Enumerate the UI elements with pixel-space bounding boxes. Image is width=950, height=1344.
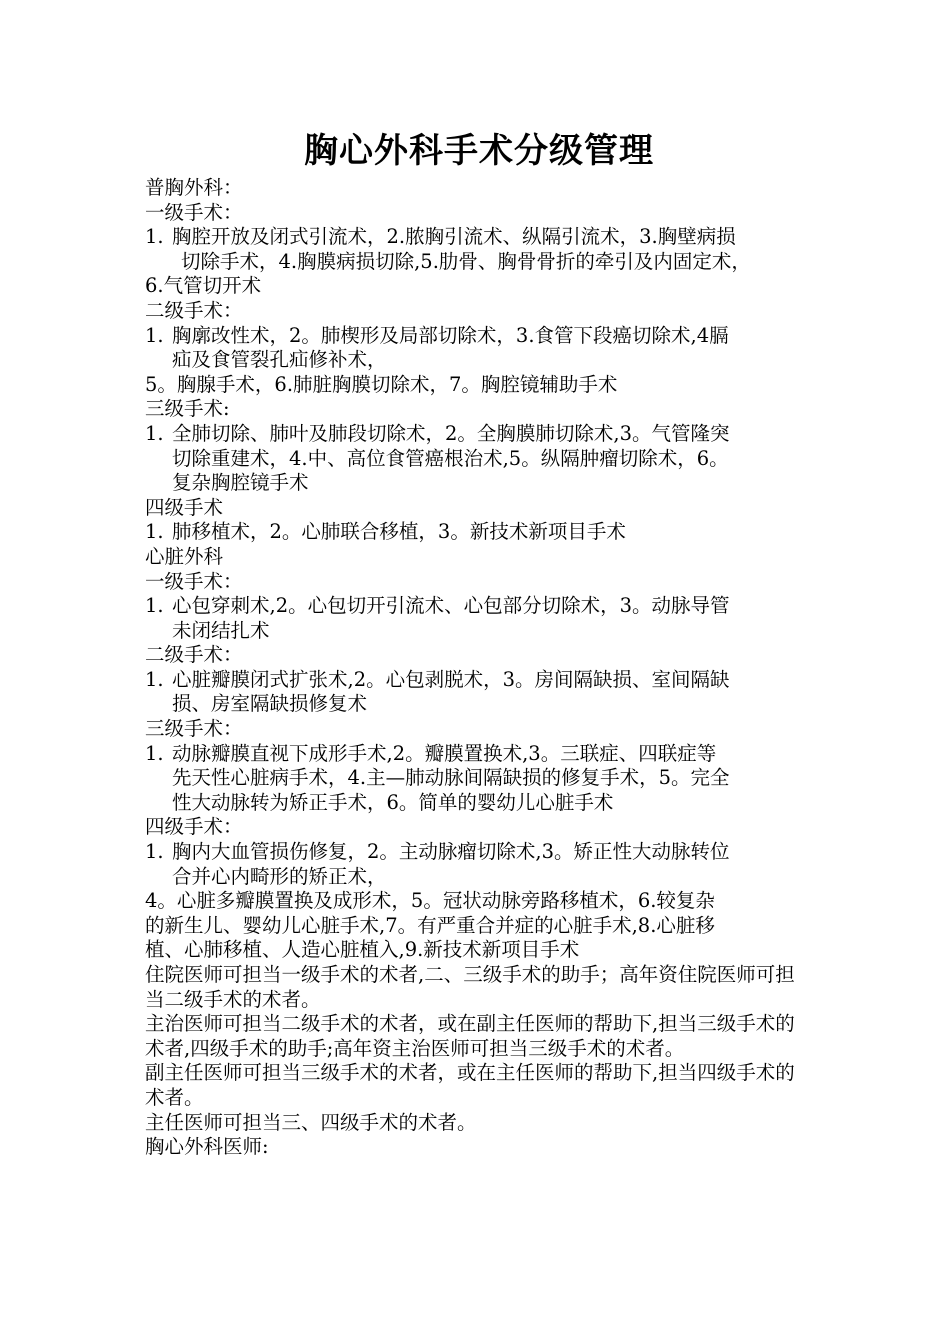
list-number: 1.: [145, 840, 164, 864]
level-heading-general-4: 四级手术: [145, 495, 224, 519]
list-text: 动脉瓣膜直视下成形手术,2。瓣膜置换术,3。三联症、四联症等: [172, 741, 717, 765]
rule-paragraph: 住院医师可担当一级手术的术者,二、三级手术的助手；高年资住院医师可担当二级手术的术者。: [145, 963, 795, 1011]
list-text-continued: 6.气管切开术: [145, 274, 262, 298]
document-body: [145, 176, 813, 1160]
list-text-continued: 5。胸腺手术，6.肺脏胸膜切除术，7。胸腔镜辅助手术: [145, 372, 618, 396]
signature-label: 胸心外科医师:: [145, 1135, 269, 1159]
list-item: [145, 840, 813, 865]
list-item: [145, 422, 813, 447]
list-text-continued: 复杂胸腔镜手术: [172, 471, 309, 495]
rule-paragraph: 主治医师可担当二级手术的术者，或在副主任医师的帮助下,担当三级手术的术者,四级手术的助手;高年资主治医师可担当三级手术的术者。: [145, 1012, 795, 1060]
list-text-continued: 先天性心脏病手术，4.主—肺动脉间隔缺损的修复手术，5。完全: [172, 766, 730, 790]
list-text-continued: 的新生儿、婴幼儿心脏手术,7。有严重合并症的心脏手术,8.心脏移: [145, 913, 715, 937]
list-item: [145, 324, 813, 349]
list-text-continued: 植、心肺移植、人造心脏植入,9.新技术新项目手术: [145, 938, 580, 962]
rule-paragraph: 主任医师可担当三、四级手术的术者。: [145, 1110, 477, 1134]
list-text-continued: 性大动脉转为矫正手术，6。简单的婴幼儿心脏手术: [172, 790, 614, 814]
list-number: 1.: [145, 667, 164, 691]
list-number: 1.: [145, 421, 164, 445]
list-number: 1.: [145, 594, 164, 618]
list-text-continued: 4。心脏多瓣膜置换及成形术，5。冠状动脉旁路移植术，6.较复杂: [145, 889, 715, 913]
level-heading-cardiac-2: 二级手术：: [145, 643, 243, 667]
list-item: [145, 594, 813, 619]
list-text-continued: 切除手术，4.胸膜病损切除,5.肋骨、胸骨骨折的牵引及内固定术，: [181, 249, 751, 273]
list-text-continued: 切除重建术，4.中、高位食管癌根治术,5。纵隔肿瘤切除术，6。: [172, 446, 729, 470]
list-number: 1.: [145, 520, 164, 544]
section-heading-general-thoracic: 普胸外科：: [145, 176, 243, 199]
level-heading-cardiac-3: 三级手术：: [145, 717, 243, 741]
level-heading-cardiac-4: 四级手术：: [145, 815, 243, 839]
list-number: 1.: [145, 225, 164, 249]
list-text: 胸腔开放及闭式引流术，2.脓胸引流术、纵隔引流术，3.胸壁病损: [172, 225, 736, 249]
level-heading-general-1: 一级手术：: [145, 200, 243, 224]
list-text: 全肺切除、肺叶及肺段切除术，2。全胸膜肺切除术,3。气管隆突: [172, 421, 730, 445]
list-text: 胸廓改性术，2。肺楔形及局部切除术，3.食管下段癌切除术,4膈: [172, 323, 729, 347]
list-text: 肺移植术，2。心肺联合移植，3。新技术新项目手术: [172, 520, 626, 544]
list-text-continued: 合并心内畸形的矫正术，: [172, 864, 387, 888]
list-text-continued: 损、房室隔缺损修复术: [172, 692, 368, 716]
list-item: [145, 520, 813, 545]
list-number: 1.: [145, 741, 164, 765]
level-heading-general-2: 二级手术：: [145, 298, 243, 322]
level-heading-general-3: 三级手术:: [145, 397, 230, 421]
list-number: 1.: [145, 323, 164, 347]
document-title: 胸心外科手术分级管理: [304, 131, 654, 171]
list-text: 心脏瓣膜闭式扩张术,2。心包剥脱术，3。房间隔缺损、室间隔缺: [172, 667, 730, 691]
list-text: 心包穿刺术,2。心包切开引流术、心包部分切除术，3。动脉导管: [172, 594, 730, 618]
list-text-continued: 疝及食管裂孔疝修补术，: [172, 348, 387, 372]
document-page: [145, 0, 813, 1160]
rule-paragraph: 副主任医师可担当三级手术的术者，或在主任医师的帮助下,担当四级手术的术者。: [145, 1061, 795, 1109]
list-item: [145, 742, 813, 767]
list-item: [145, 225, 813, 250]
list-item: [145, 668, 813, 693]
list-text-continued: 未闭结扎术: [172, 618, 270, 642]
level-heading-cardiac-1: 一级手术：: [145, 569, 243, 593]
list-text: 胸内大血管损伤修复，2。主动脉瘤切除术,3。矫正性大动脉转位: [172, 840, 730, 864]
section-heading-cardiac: 心脏外科: [145, 544, 224, 568]
